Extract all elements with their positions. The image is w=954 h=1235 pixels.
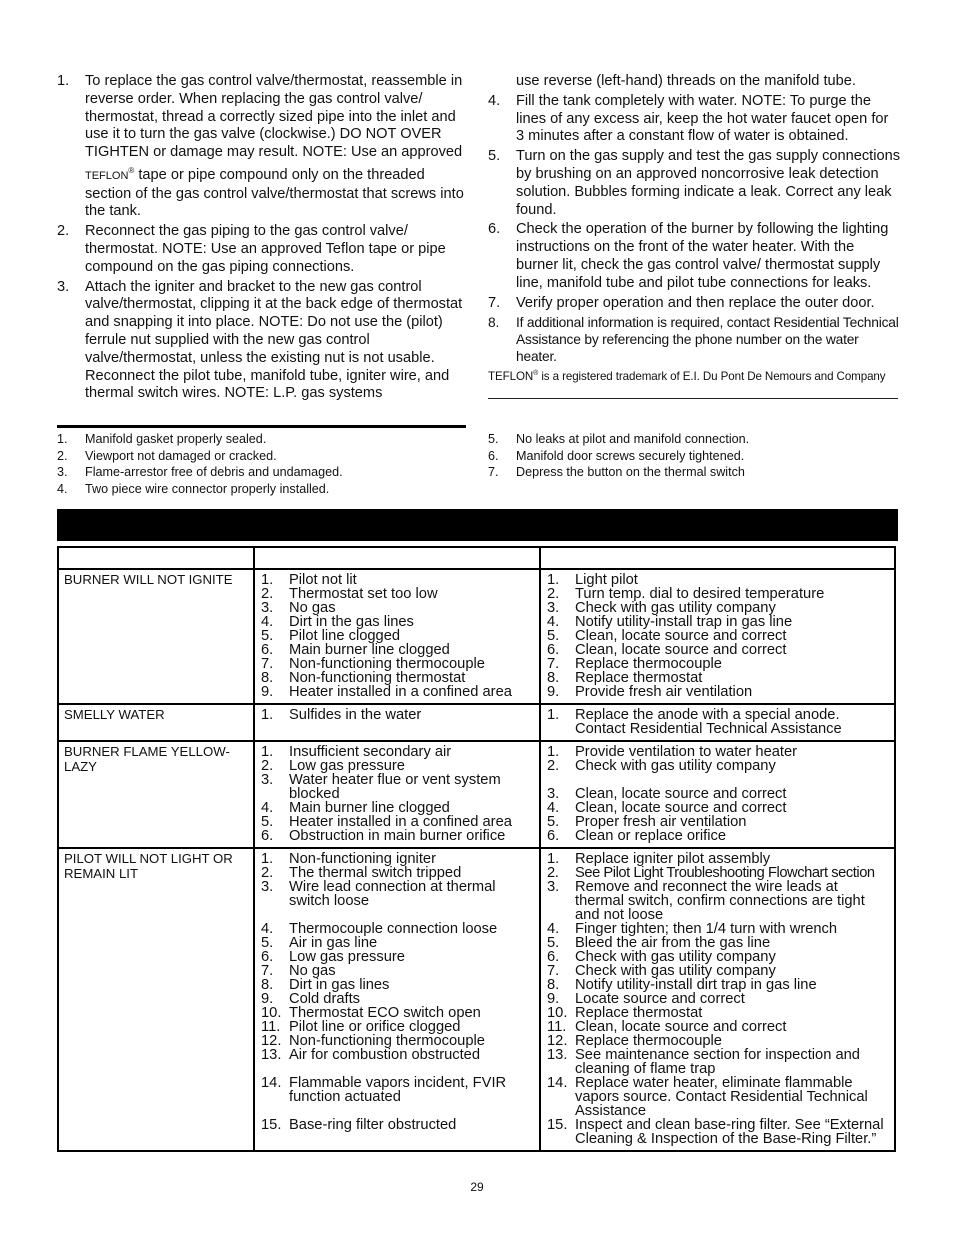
item-number: 7. — [261, 963, 274, 979]
troubleshooting-table — [57, 546, 896, 1152]
table-header-row — [58, 547, 895, 569]
cause-list — [261, 852, 535, 1132]
item-number: 6. — [547, 642, 560, 658]
item-number: 2. — [547, 586, 560, 602]
solution-item — [547, 1048, 890, 1076]
step-number: 6. — [488, 221, 501, 238]
item-text: Remove and reconnect the wire leads at thermal switch, confirm connections are tight and not loose — [575, 879, 865, 923]
cause-item — [261, 978, 535, 992]
header-cell — [58, 547, 254, 569]
cause-item — [261, 708, 535, 722]
item-number: 1. — [57, 432, 68, 446]
step-item — [488, 148, 900, 219]
step-text: If additional information is required, contact Residential Technical Assistance by referencing the phone number on the water heater. — [516, 315, 899, 365]
cause-list — [261, 573, 535, 699]
item-text: Water heater flue or vent system blocked — [289, 772, 501, 802]
item-number: 12. — [547, 1033, 568, 1049]
checklist-item — [57, 431, 469, 448]
cause-item — [261, 964, 535, 978]
item-text: Thermocouple connection loose — [289, 921, 498, 937]
item-number: 5. — [261, 628, 274, 644]
solution-cell — [540, 569, 895, 704]
checklist-right — [488, 431, 900, 481]
step-number: 7. — [488, 294, 501, 311]
cause-cell — [254, 704, 540, 741]
item-text: No gas — [289, 600, 336, 616]
checklist-item — [488, 464, 900, 481]
item-text: Bleed the air from the gas line — [575, 935, 771, 951]
item-number: 2. — [261, 758, 274, 774]
item-number: 6. — [261, 828, 274, 844]
step-number: 3. — [57, 278, 70, 295]
cause-item — [261, 1118, 535, 1132]
item-number: 8. — [547, 977, 560, 993]
item-text: Heater installed in a confined area — [289, 814, 512, 830]
item-number: 2. — [547, 758, 560, 774]
solution-item — [547, 801, 890, 815]
item-number: 1. — [547, 707, 560, 723]
item-text: Low gas pressure — [289, 949, 405, 965]
item-number: 10. — [547, 1005, 568, 1021]
item-number: 1. — [547, 851, 560, 867]
item-text: Insufficient secondary air — [289, 744, 452, 760]
item-text: Main burner line clogged — [289, 800, 450, 816]
item-number: 7. — [547, 963, 560, 979]
item-text: Obstruction in main burner orifice — [289, 828, 506, 844]
solution-item — [547, 643, 890, 657]
cause-item — [261, 643, 535, 657]
item-text: Dirt in the gas lines — [289, 614, 414, 630]
step-text: Turn on the gas supply and test the gas supply connections by brushing on an approved noncorrosive leak detection solution. Bubbles forming indicate a leak. Correct any leak found. — [516, 148, 901, 218]
step-text: Attach the igniter and bracket to the new gas control valve/thermostat, clipping it at the back edge of thermostat and snapping it into place. NOTE: Do not use the (pilot) ferrule nut supplied with the new gas control valve/thermostat, unless the existing nut is not usable. Reconnect the pilot tube, manifold tube, igniter wire, and thermal switch wires. NOTE: L.P. gas systems — [85, 278, 463, 402]
cause-item — [261, 1048, 535, 1062]
solution-item — [547, 922, 890, 936]
item-number: 1. — [261, 744, 274, 760]
left-instructions-column — [57, 73, 469, 405]
solution-item — [547, 1020, 890, 1034]
cause-item — [261, 759, 535, 773]
solution-item — [547, 787, 890, 801]
item-number: 14. — [547, 1075, 568, 1091]
solution-cell — [540, 704, 895, 741]
item-text: Air for combustion obstructed — [289, 1047, 481, 1063]
item-text: Flame-arrestor free of debris and undamaged. — [85, 465, 343, 480]
cause-item — [261, 745, 535, 759]
item-text: Clean, locate source and correct — [575, 628, 787, 644]
table-row — [58, 569, 895, 704]
item-text: Check with gas utility company — [575, 963, 776, 979]
item-number: 6. — [261, 949, 274, 965]
solution-cell — [540, 848, 895, 1151]
item-number: 4. — [547, 800, 560, 816]
checklist-item — [57, 481, 469, 498]
item-text: Replace igniter pilot assembly — [575, 851, 771, 867]
item-text: Provide ventilation to water heater — [575, 744, 798, 760]
cause-cell — [254, 848, 540, 1151]
item-text: Notify utility-install trap in gas line — [575, 614, 793, 630]
item-text: The thermal switch tripped — [289, 865, 462, 881]
item-text: Proper fresh air ventilation — [575, 814, 747, 830]
solution-item — [547, 936, 890, 950]
solution-item — [547, 1118, 890, 1146]
item-text: No leaks at pilot and manifold connection. — [516, 432, 750, 446]
right-steps-list — [488, 73, 900, 365]
cause-item — [261, 657, 535, 671]
cause-item — [261, 573, 535, 587]
item-text: Finger tighten; then 1/4 turn with wrench — [575, 921, 838, 937]
item-number: 3. — [547, 600, 560, 616]
cause-item — [261, 950, 535, 964]
cause-item — [261, 866, 535, 880]
cause-item — [261, 601, 535, 615]
solution-item — [547, 866, 890, 880]
item-number: 2. — [261, 865, 274, 881]
item-number: 6. — [547, 949, 560, 965]
item-text: Clean, locate source and correct — [575, 1019, 787, 1035]
solution-item — [547, 950, 890, 964]
item-number: 2. — [57, 448, 68, 463]
step-text: Check the operation of the burner by following the lighting instructions on the front of the water heater. With the burner lit, check the gas control valve/ thermostat supply line, manifold tube and pilot tube connections for leaks. — [516, 221, 889, 291]
item-text: Clean, locate source and correct — [575, 642, 787, 658]
step-number: 1. — [57, 73, 70, 89]
trademark-note — [488, 367, 900, 384]
solution-item — [547, 615, 890, 629]
checklist-item — [57, 448, 469, 465]
item-number: 14. — [261, 1075, 282, 1091]
item-text: Non-functioning thermostat — [289, 670, 466, 686]
cause-item — [261, 685, 535, 699]
item-number: 3. — [261, 600, 274, 616]
cause-item — [261, 936, 535, 950]
item-number: 1. — [261, 707, 274, 723]
registered-symbol: ® — [128, 165, 135, 175]
solution-item — [547, 880, 890, 922]
item-number: 5. — [488, 432, 499, 446]
item-text: Replace the anode with a special anode. Contact Residential Technical Assistance — [575, 707, 842, 737]
step-number: 4. — [488, 92, 501, 109]
cause-item — [261, 587, 535, 601]
teflon-mark: TEFLON — [85, 169, 129, 182]
item-number: 13. — [547, 1047, 568, 1063]
solution-list — [547, 573, 890, 699]
solution-item — [547, 1006, 890, 1020]
item-text: Flammable vapors incident, FVIR function actuated — [289, 1075, 507, 1105]
solution-item — [547, 573, 890, 587]
item-text: See maintenance section for inspection and cleaning of flame trap — [575, 1047, 860, 1077]
item-text: Dirt in gas lines — [289, 977, 390, 993]
page-number: 29 — [470, 1180, 484, 1194]
item-text: Check with gas utility company — [575, 949, 776, 965]
step-number: 2. — [57, 223, 70, 240]
item-number: 9. — [261, 991, 274, 1007]
problem-cell: BURNER WILL NOT IGNITE — [58, 569, 254, 704]
step-item — [57, 279, 469, 404]
problem-cell: BURNER FLAME YELLOW-LAZY — [58, 741, 254, 848]
item-text: Main burner line clogged — [289, 642, 450, 658]
item-number: 3. — [547, 879, 560, 895]
item-number: 1. — [547, 572, 560, 588]
solution-item — [547, 978, 890, 992]
item-number: 3. — [547, 786, 560, 802]
item-number: 15. — [547, 1117, 568, 1133]
trademark-text: is a registered trademark of E.I. Du Pont De Nemours and Company — [538, 370, 886, 384]
step-item — [488, 295, 900, 313]
solution-list — [547, 745, 890, 843]
item-number: 6. — [488, 448, 499, 463]
item-number: 4. — [261, 800, 274, 816]
table-row — [58, 741, 895, 848]
solution-item — [547, 964, 890, 978]
item-text: Clean, locate source and correct — [575, 786, 787, 802]
step-item — [57, 73, 469, 221]
item-number: 7. — [488, 465, 499, 480]
step-continuation — [488, 73, 900, 91]
item-text: Non-functioning thermocouple — [289, 1033, 485, 1049]
item-text: Depress the button on the thermal switch — [516, 465, 745, 480]
cause-list — [261, 708, 535, 722]
solution-list — [547, 708, 890, 736]
item-text: Wire lead connection at thermal switch loose — [289, 879, 496, 909]
item-text: Check with gas utility company — [575, 600, 776, 616]
item-number: 4. — [261, 921, 274, 937]
item-number: 3. — [261, 879, 274, 895]
section-divider — [488, 398, 898, 399]
item-text: Pilot line clogged — [289, 628, 401, 644]
item-number: 9. — [547, 684, 560, 700]
item-number: 8. — [261, 977, 274, 993]
solution-item — [547, 685, 890, 699]
item-number: 1. — [261, 572, 274, 588]
item-text: Heater installed in a confined area — [289, 684, 512, 700]
cause-cell — [254, 741, 540, 848]
solution-item — [547, 587, 890, 601]
solution-list — [547, 852, 890, 1146]
solution-item — [547, 1076, 890, 1118]
item-number: 4. — [57, 481, 68, 496]
step-item — [488, 314, 900, 365]
item-text: Check with gas utility company — [575, 758, 776, 774]
left-steps-list — [57, 73, 469, 403]
item-number: 5. — [547, 814, 560, 830]
item-number: 4. — [547, 921, 560, 937]
item-text: See Pilot Light Troubleshooting Flowchart section — [575, 865, 875, 881]
item-number: 5. — [261, 935, 274, 951]
item-text: Pilot not lit — [289, 572, 357, 588]
item-text: No gas — [289, 963, 336, 979]
item-text: Thermostat ECO switch open — [289, 1005, 481, 1021]
item-text: Light pilot — [575, 572, 638, 588]
item-number: 11. — [547, 1019, 567, 1035]
step-number: 5. — [488, 148, 501, 165]
item-number: 3. — [57, 465, 68, 480]
item-number: 7. — [261, 656, 274, 672]
problem-cell: PILOT WILL NOT LIGHT OR REMAIN LIT — [58, 848, 254, 1151]
header-cell — [540, 547, 895, 569]
item-number: 6. — [547, 828, 560, 844]
item-text: Replace thermocouple — [575, 656, 722, 672]
item-number: 8. — [261, 670, 274, 686]
item-number: 3. — [261, 772, 274, 788]
item-number: 1. — [547, 744, 560, 760]
step-item — [488, 93, 900, 146]
solution-item — [547, 815, 890, 829]
cause-item — [261, 671, 535, 685]
cause-list — [261, 745, 535, 843]
item-text: Pilot line or orifice clogged — [289, 1019, 461, 1035]
section-heading-bar — [57, 509, 898, 541]
solution-item — [547, 708, 890, 736]
cause-item — [261, 815, 535, 829]
item-number: 4. — [547, 614, 560, 630]
step-item — [57, 223, 469, 276]
step-text: Fill the tank completely with water. NOTE: To purge the lines of any excess air, keep the hot water faucet open for 3 minutes after a constant flow of water is obtained. — [516, 92, 889, 145]
cause-item — [261, 1076, 535, 1104]
item-number: 13. — [261, 1047, 282, 1063]
step-text: Verify proper operation and then replace the outer door. — [516, 294, 875, 311]
item-text: Thermostat set too low — [289, 586, 438, 602]
item-text: Replace thermostat — [575, 670, 703, 686]
item-text: Manifold gasket properly sealed. — [85, 432, 267, 446]
item-text: Replace water heater, eliminate flammable vapors source. Contact Residential Technical Assistance — [575, 1075, 868, 1119]
problem-cell: SMELLY WATER — [58, 704, 254, 741]
cause-item — [261, 829, 535, 843]
trademark-word: TEFLON — [488, 370, 534, 384]
item-number: 1. — [261, 851, 274, 867]
item-text: Notify utility-install dirt trap in gas line — [575, 977, 817, 993]
step-item — [488, 221, 900, 292]
cause-item — [261, 773, 535, 801]
solution-item — [547, 1034, 890, 1048]
item-number: 9. — [547, 991, 560, 1007]
cause-item — [261, 852, 535, 866]
item-text: Clean or replace orifice — [575, 828, 727, 844]
solution-item — [547, 657, 890, 671]
solution-item — [547, 745, 890, 759]
item-number: 9. — [261, 684, 274, 700]
item-text: Replace thermostat — [575, 1005, 703, 1021]
step-text: tape or pipe compound only on the threaded section of the gas control valve/thermostat that screws into the tank. — [85, 166, 464, 220]
item-number: 4. — [261, 614, 274, 630]
item-text: Turn temp. dial to desired temperature — [575, 586, 825, 602]
item-text: Replace thermocouple — [575, 1033, 722, 1049]
item-number: 6. — [261, 642, 274, 658]
item-text: Cold drafts — [289, 991, 361, 1007]
registered-symbol: ® — [533, 370, 539, 378]
item-number: 10. — [261, 1005, 282, 1021]
item-text: Sulfides in the water — [289, 707, 422, 723]
item-text: Provide fresh air ventilation — [575, 684, 753, 700]
item-text: Non-functioning igniter — [289, 851, 436, 867]
item-number: 12. — [261, 1033, 282, 1049]
item-number: 7. — [547, 656, 560, 672]
table-row — [58, 848, 895, 1151]
solution-item — [547, 829, 890, 843]
item-text: Manifold door screws securely tightened. — [516, 448, 745, 463]
cause-item — [261, 922, 535, 936]
cause-item — [261, 1006, 535, 1020]
cause-cell — [254, 569, 540, 704]
step-text: Reconnect the gas piping to the gas control valve/ thermostat. NOTE: Use an approved Teflon tape or pipe compound on the gas piping connections. — [85, 223, 446, 275]
section-divider — [57, 425, 466, 428]
item-text: Locate source and correct — [575, 991, 745, 1007]
header-cell — [254, 547, 540, 569]
solution-item — [547, 671, 890, 685]
item-number: 2. — [547, 865, 559, 881]
item-number: 5. — [547, 935, 560, 951]
cause-item — [261, 615, 535, 629]
cause-item — [261, 801, 535, 815]
cause-item — [261, 1034, 535, 1048]
item-number: 8. — [547, 670, 560, 686]
item-number: 11. — [261, 1019, 281, 1035]
item-number: 2. — [261, 586, 274, 602]
item-text: Air in gas line — [289, 935, 378, 951]
checklist-item — [488, 448, 900, 465]
item-text: Two piece wire connector properly installed. — [85, 481, 330, 496]
checklist-item — [57, 464, 469, 481]
step-number: 8. — [488, 315, 500, 331]
cause-item — [261, 880, 535, 908]
checklist-left — [57, 431, 469, 497]
cause-item — [261, 992, 535, 1006]
item-text: Viewport not damaged or cracked. — [85, 448, 277, 463]
solution-item — [547, 759, 890, 773]
right-instructions-column — [488, 73, 900, 384]
item-text: Low gas pressure — [289, 758, 405, 774]
item-number: 15. — [261, 1117, 282, 1133]
item-number: 5. — [261, 814, 274, 830]
step-text: To replace the gas control valve/thermostat, reassemble in reverse order. When replacing the gas control valve/ thermostat, thread a correctly sized pipe into the inlet and use it to turn the gas valve (clockwise.) DO NOT OVER TIGHTEN or damage may result. NOTE: Use an approved — [85, 73, 463, 161]
cause-item — [261, 629, 535, 643]
cause-item — [261, 1020, 535, 1034]
solution-item — [547, 852, 890, 866]
solution-item — [547, 601, 890, 615]
item-text: Clean, locate source and correct — [575, 800, 787, 816]
solution-item — [547, 992, 890, 1006]
solution-item — [547, 629, 890, 643]
solution-cell — [540, 741, 895, 848]
checklist-item — [488, 431, 900, 448]
item-text: Non-functioning thermocouple — [289, 656, 485, 672]
table-row — [58, 704, 895, 741]
item-text: Inspect and clean base-ring filter. See “External Cleaning & Inspection of the Base-Ring Filter.” — [575, 1117, 884, 1147]
step-text: use reverse (left-hand) threads on the manifold tube. — [516, 73, 856, 89]
item-text: Base-ring filter obstructed — [289, 1117, 457, 1133]
item-number: 5. — [547, 628, 560, 644]
